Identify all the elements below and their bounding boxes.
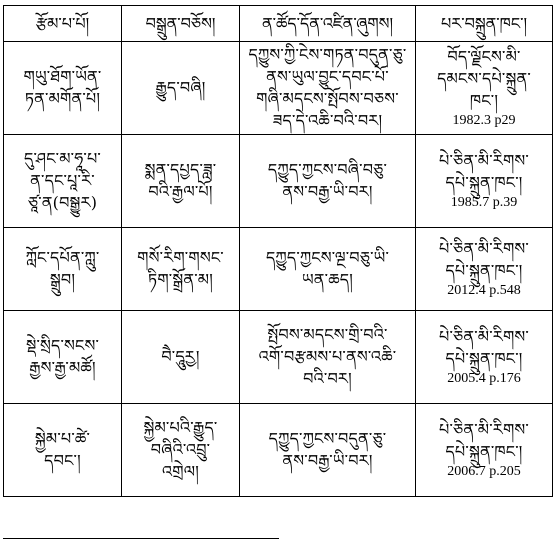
author-text: ཀློང་དཔོན་ཀླུ་ སྒྲུབ། [25,248,100,289]
detail-text: དཀྱུད་ཀྱངས་ལྔ་བཅུ་ཡི་ ཡན་ཆད། [265,248,390,289]
author-text: གཡུ་ཐོག་ཡོན་ ཏན་མགོན་པོ། [23,67,102,108]
publisher-text: པེ་ཅིན་མི་རིགས་ དཔེ་སྐྲུན་ཁང་། [438,420,529,461]
header-row [4,6,553,42]
header-publisher: པར་བསྐྲུན་ཁང་། [416,6,553,42]
pub-date: 2006.7 p.205 [447,464,521,479]
publisher-cell [416,135,553,228]
header-author: རྩོམ་པ་པོ། [4,6,122,42]
detail-text: དཀྱུད་ཀྱངས་བདུན་ཅུ་ ནས་བརྒྱ་ཡི་བར། [268,429,387,470]
bottom-rule [3,538,279,539]
work-text: གསོ་རིག་གསང་ ཏིག་སྒྲོན་མ། [137,248,224,289]
publisher-text: པེ་ཅིན་མི་རིགས་ དཔེ་སྐྲུན་ཁང་། [438,239,529,280]
work-cell [122,311,240,404]
detail-cell [240,228,416,311]
author-text: སྡེ་སྲིད་སངས་ རྒྱས་རྒྱ་མཚོ། [25,336,100,377]
work-text: སྐྱེམ་པའི་རྒྱུད་ བཞིའི་འབྲུ་ འགྲེལ། [143,418,218,481]
detail-text: དཀྱུད་ཀྱངས་བཞི་བཅུ་ ནས་བརྒྱ་ཡི་བར། [267,160,388,201]
work-cell [122,228,240,311]
pub-date: 2005.4 p.176 [447,371,521,386]
publisher-text: བོད་ལྗོངས་མི་ དམངས་དཔེ་སྐྲུན་ ཁང་། [437,47,531,110]
detail-cell [240,404,416,497]
table-row [4,311,553,404]
author-text: དུ་ཤང་མ་ཧཱ་པ་ ན་དང་པཱ་རི་ ཙཱ་ན(བསྒྱུར) [24,149,101,212]
reference-table [3,5,553,497]
work-cell [122,42,240,135]
detail-text: དཀྱུས་ཀྱི་ངེས་གཏན་བདུན་ཅུ་ ནས་ཡུལ་བྱུང་དབང་པོ་ གཞི་མདངས་སྤོབས་བཅས་ ཟད་དེ་འཆི་བའི་བར། [248,45,407,130]
header-work: བསྒྲུན་བཅོས། [122,6,240,42]
header-detail: ན་ཚོད་དོན་འཛིན་ཞུགས། [240,6,416,42]
author-cell [4,311,122,404]
publisher-cell [416,228,553,311]
table-row [4,228,553,311]
publisher-text: པེ་ཅིན་མི་རིགས་ དཔེ་སྐྲུན་ཁང་། [438,151,529,192]
detail-text: སྤོབས་མདངས་གྲི་བའི་ འགོ་བརྩམས་པ་ནས་འཆི་ བའི་བར། [258,325,397,388]
work-text: བཻ་དཱུརྱ། [161,347,200,366]
work-text: རྒྱུད་བཞི། [155,78,206,97]
publisher-text: པེ་ཅིན་མི་རིགས་ དཔེ་སྐྲུན་ཁང་། [438,327,529,368]
author-cell [4,404,122,497]
table-row [4,42,553,135]
author-text: སྐྱེམ་པ་ཚེ་ དབང་། [34,429,91,470]
detail-cell [240,135,416,228]
author-cell [4,42,122,135]
author-cell [4,135,122,228]
publisher-cell [416,311,553,404]
work-cell [122,404,240,497]
pub-date: 1982.3 p29 [452,113,516,128]
author-cell [4,228,122,311]
publisher-cell [416,42,553,135]
publisher-cell [416,404,553,497]
pub-date: 1985.7 p.39 [450,195,518,210]
pub-date: 2012.4 p.548 [447,283,521,298]
detail-cell [240,311,416,404]
detail-cell [240,42,416,135]
table-row [4,135,553,228]
work-cell [122,135,240,228]
work-text: སྨན་དཔྱད་ཟླ་ བའི་རྒྱལ་པོ། [144,160,217,201]
table-row [4,404,553,497]
